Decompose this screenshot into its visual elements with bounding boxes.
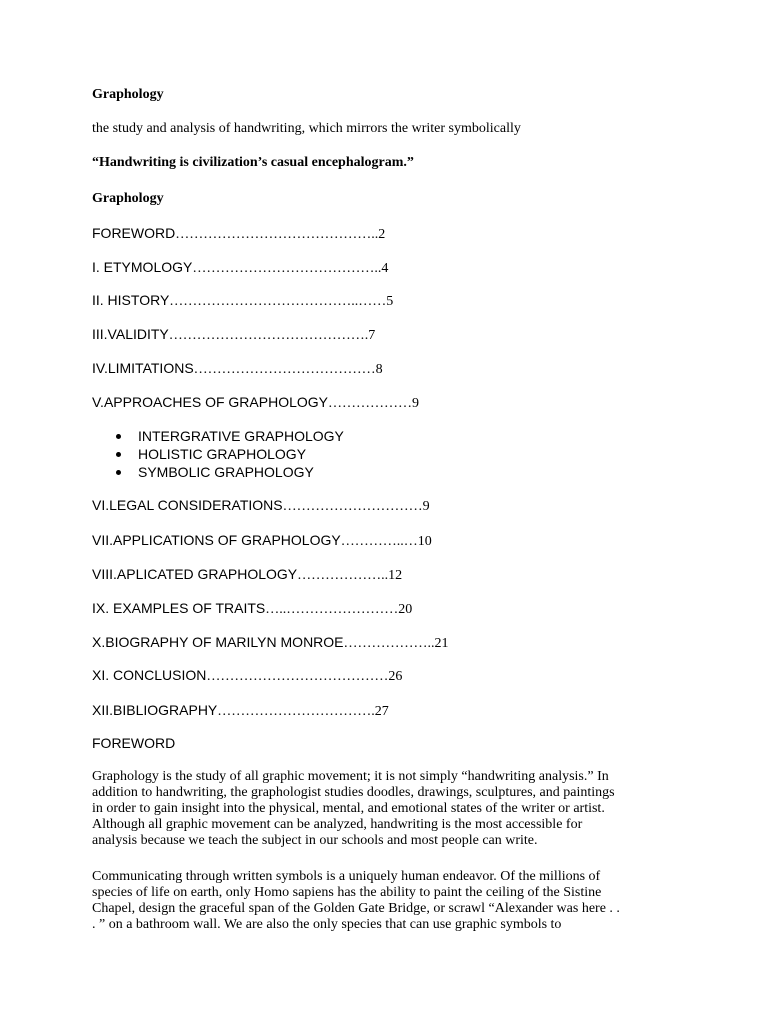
toc-entry-biography (92, 634, 449, 652)
toc-entry-legal (92, 497, 430, 515)
toc-label: V.APPROACHES OF GRAPHOLOGY (92, 394, 328, 410)
toc-leader: ………………………………….. (192, 261, 382, 276)
toc-page-number: 12 (388, 568, 403, 583)
toc-entry-etymology (92, 259, 388, 277)
toc-label: VIII.APLICATED GRAPHOLOGY (92, 566, 298, 582)
toc-page-number: 4 (381, 261, 389, 276)
foreword-heading: FOREWORD (92, 735, 176, 751)
toc-leader: …………………………………….. (175, 227, 379, 242)
paragraph-line: in order to gain insight into the physical, mental, and emotional states of the writer or artist. (92, 801, 605, 816)
toc-entry-applications (92, 532, 432, 550)
toc-leader: …..…………………… (265, 602, 399, 617)
paragraph-line: Communicating through written symbols is a uniquely human endeavor. Of the millions of (92, 869, 601, 884)
toc-entry-bibliography (92, 702, 389, 720)
toc-entry-foreword (92, 225, 385, 243)
toc-page-number: 21 (434, 636, 449, 651)
toc-label: IX. EXAMPLES OF TRAITS (92, 600, 266, 616)
toc-entry-validity (92, 326, 375, 344)
toc-page-number: 20 (398, 602, 413, 617)
paragraph-line: . ” on a bathroom wall. We are also the only species that can use graphic symbols to (92, 917, 562, 932)
toc-leader: ……………….. (343, 636, 435, 651)
toc-heading: Graphology (92, 191, 164, 206)
list-item (92, 463, 344, 481)
toc-entry-aplicated (92, 566, 402, 584)
toc-leader: ……………………………………. (168, 328, 369, 343)
list-item-label: SYMBOLIC GRAPHOLOGY (138, 464, 314, 480)
paragraph-line: analysis because we teach the subject in our schools and most people can write. (92, 833, 538, 848)
quote: “Handwriting is civilization’s casual encephalogram.” (92, 155, 414, 170)
toc-page-number: 26 (388, 669, 403, 684)
toc-page-number: 8 (375, 362, 383, 377)
toc-label: II. HISTORY (92, 292, 170, 308)
toc-entry-conclusion (92, 667, 402, 685)
toc-label: FOREWORD (92, 225, 176, 241)
toc-label: XII.BIBLIOGRAPHY (92, 702, 218, 718)
toc-label: VII.APPLICATIONS OF GRAPHOLOGY (92, 532, 341, 548)
toc-page-number: 5 (386, 294, 394, 309)
toc-leader: ………………………… (282, 499, 423, 514)
toc-page-number: 9 (412, 396, 419, 411)
foreword-paragraph-1 (92, 769, 682, 849)
document-subtitle: the study and analysis of handwriting, which mirrors the writer symbolically (92, 121, 521, 136)
toc-label: VI.LEGAL CONSIDERATIONS (92, 497, 283, 513)
toc-leader: ……………… (328, 396, 412, 411)
toc-entry-history (92, 292, 393, 310)
toc-label: XI. CONCLUSION (92, 667, 207, 683)
paragraph-line: species of life on earth, only Homo sapiens has the ability to paint the ceiling of the Sistine (92, 885, 602, 900)
toc-leader: ………………………………… (206, 669, 389, 684)
toc-label: I. ETYMOLOGY (92, 259, 193, 275)
toc-leader: ……………………………. (217, 704, 375, 719)
paragraph-line: Chapel, design the graceful span of the Golden Gate Bridge, or scrawl “Alexander was here . . (92, 901, 620, 916)
toc-leader: ……………….. (297, 568, 389, 583)
toc-leader: …………..… (340, 534, 418, 549)
toc-entry-traits (92, 600, 412, 618)
toc-page-number: 27 (374, 704, 389, 719)
bullet-icon (116, 470, 121, 475)
toc-label: III.VALIDITY (92, 326, 169, 342)
foreword-paragraph-2 (92, 869, 682, 933)
toc-page-number: 2 (378, 227, 386, 242)
list-item-label: INTERGRATIVE GRAPHOLOGY (138, 428, 344, 444)
toc-page-number: 10 (417, 534, 432, 549)
toc-label: X.BIOGRAPHY OF MARILYN MONROE (92, 634, 344, 650)
list-item-label: HOLISTIC GRAPHOLOGY (138, 446, 307, 462)
toc-page-number: 9 (422, 499, 430, 514)
toc-leader: ………………………………… (193, 362, 376, 377)
toc-entry-approaches (92, 394, 419, 412)
list-item (92, 427, 344, 445)
toc-label: IV.LIMITATIONS (92, 360, 194, 376)
bullet-icon (116, 434, 121, 439)
approaches-list (92, 427, 344, 481)
paragraph-line: Graphology is the study of all graphic movement; it is not simply “handwriting analysis.” In (92, 769, 609, 784)
toc-page-number: 7 (368, 328, 376, 343)
document-title: Graphology (92, 87, 164, 102)
paragraph-line: addition to handwriting, the graphologist studies doodles, drawings, sculptures, and paintings (92, 785, 615, 800)
toc-leader: …………………………………..…… (169, 294, 387, 309)
bullet-icon (116, 452, 121, 457)
toc-entry-limitations (92, 360, 383, 378)
list-item (92, 445, 344, 463)
paragraph-line: Although all graphic movement can be analyzed, handwriting is the most accessible for (92, 817, 583, 832)
